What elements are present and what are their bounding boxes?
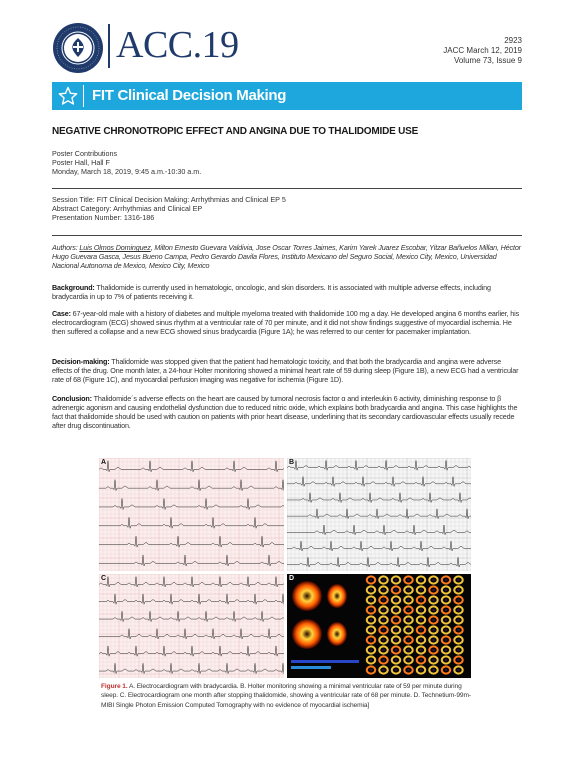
divider xyxy=(52,235,522,236)
session-line: Monday, March 18, 2019, 9:45 a.m.-10:30 a.m. xyxy=(52,166,202,176)
section-title: FIT Clinical Decision Making xyxy=(92,87,287,104)
presentation-meta xyxy=(52,196,286,223)
conclusion-text: Thalidomide´s adverse effects on the heart are caused by tumoral necrosis factor α and interleukin 6 activity, diminishing response to β adrenergic agonism and causing endothelial dysfunction due to reduced nitric oxide, which explains both bradycardia and angina. This case highlights the fact that thalidomide should be used with caution on patients with prior heart disease, underlining that its secondary cardiovascular effects usually recede after drug discontinuation. xyxy=(52,394,518,430)
figure-1 xyxy=(99,458,471,678)
meta-line: Session Title: FIT Clinical Decision Making: Arrhythmias and Clinical EP 5 xyxy=(52,195,286,204)
banner-divider xyxy=(83,85,84,107)
presenting-author: Luis Olmos Dominguez xyxy=(79,243,151,252)
acc-seal-logo xyxy=(52,22,104,74)
abstract-title: NEGATIVE CHRONOTROPIC EFFECT AND ANGINA DUE TO THALIDOMIDE USE xyxy=(52,126,419,137)
divider xyxy=(52,188,522,189)
page-number: 2923 xyxy=(504,36,522,45)
meta-line: Abstract Category: Arrhythmias and Clinical EP xyxy=(52,203,203,213)
meta-line: Presentation Number: 1316-186 xyxy=(52,212,155,222)
authors-paragraph xyxy=(52,243,522,270)
section-banner xyxy=(52,82,522,110)
conference-logo-text: ACC.19 xyxy=(116,24,239,66)
background-text: Thalidomide is currently used in hematologic, oncologic, and skin disorders. It is associated with multiple adverse effects, including bradycardia in up to 7% of patients receiving it. xyxy=(52,283,491,301)
journal-date: JACC March 12, 2019 xyxy=(443,46,522,55)
authors-label: Authors: xyxy=(52,243,80,252)
holter-panel-b xyxy=(287,458,471,571)
panel-label-b: B xyxy=(289,459,295,466)
session-line: Poster Hall, Hall F xyxy=(52,157,110,167)
decision-text: Thalidomide was stopped given that the patient had hematologic toxicity, and that both the bradycardia and angina were adverse effects of the drug. One month later, a 24-hour Holter monitoring showed a minimal heart rate of 59 during sleep (Figure 1B), a new ECG had a ventricular rate of 68 (Figure 1C), and myocardial perfusion imaging was negative for ischemia (Figure 1D). xyxy=(52,357,519,384)
panel-label-a: A xyxy=(101,459,107,466)
panel-label-d: D xyxy=(289,575,295,582)
panel-label-c: C xyxy=(101,575,107,582)
session-line: Poster Contributions xyxy=(52,149,118,158)
ecg-panel-a xyxy=(99,458,284,571)
case-paragraph xyxy=(52,309,522,336)
co-authors: , Milton Ernesto Guevara Valdivia, Jose Oscar Torres Jaimes, Karim Yarek Juarez Escobar, Yitzar Bañuelos Millan, Héctor Hugo Guevara Gasca, Jesus Bueno Campa, Pedro Gerardo Davila Flores, Instituto Mexicano del Seguro Social, Mexico City, Mexico, Universidad Nacional Autonoma de Mexico, Mexico City, Mexico xyxy=(52,243,521,270)
ecg-panel-c xyxy=(99,574,284,678)
spect-panel-d xyxy=(287,574,471,678)
figure-caption xyxy=(101,682,473,710)
conclusion-paragraph xyxy=(52,394,522,430)
caption-text: A. Electrocardiogram with bradycardia. B. Holter monitoring showing a minimal ventricular rate of 59 per minute during sleep. C. Electrocardiogram one month after stopping thalidomide, showing a ventricular rate of 68 per minute. D. Technetium-99m-MIBI Single Photon Emission Computed Tomography with no evidence of myocardial ischemia] xyxy=(101,683,471,709)
session-info xyxy=(52,150,201,177)
volume-issue: Volume 73, Issue 9 xyxy=(453,56,522,65)
background-label: Background: xyxy=(52,283,95,292)
background-paragraph xyxy=(52,283,522,301)
case-label: Case: xyxy=(52,309,71,318)
case-text: 67-year-old male with a history of diabetes and multiple myeloma treated with thalidomide 100 mg a day. He developed angina 6 months earlier, his electrocardiogram (ECG) showed sinus rhythm at a ventricular rate of 70 per minute, and it did not show findings suggestive of myocardial ischemia. He then suffered a collapse and a new ECG showed sinus bradycardia (Figure 1A); he was referred to our center for pacemaker implantation. xyxy=(52,309,520,336)
conclusion-label: Conclusion: xyxy=(52,394,92,403)
logo-divider xyxy=(108,24,110,68)
decision-label: Decision-making: xyxy=(52,357,110,366)
decision-paragraph xyxy=(52,357,522,384)
star-icon xyxy=(58,86,78,106)
caption-label: Figure 1. xyxy=(101,683,128,690)
issue-info xyxy=(443,36,522,66)
